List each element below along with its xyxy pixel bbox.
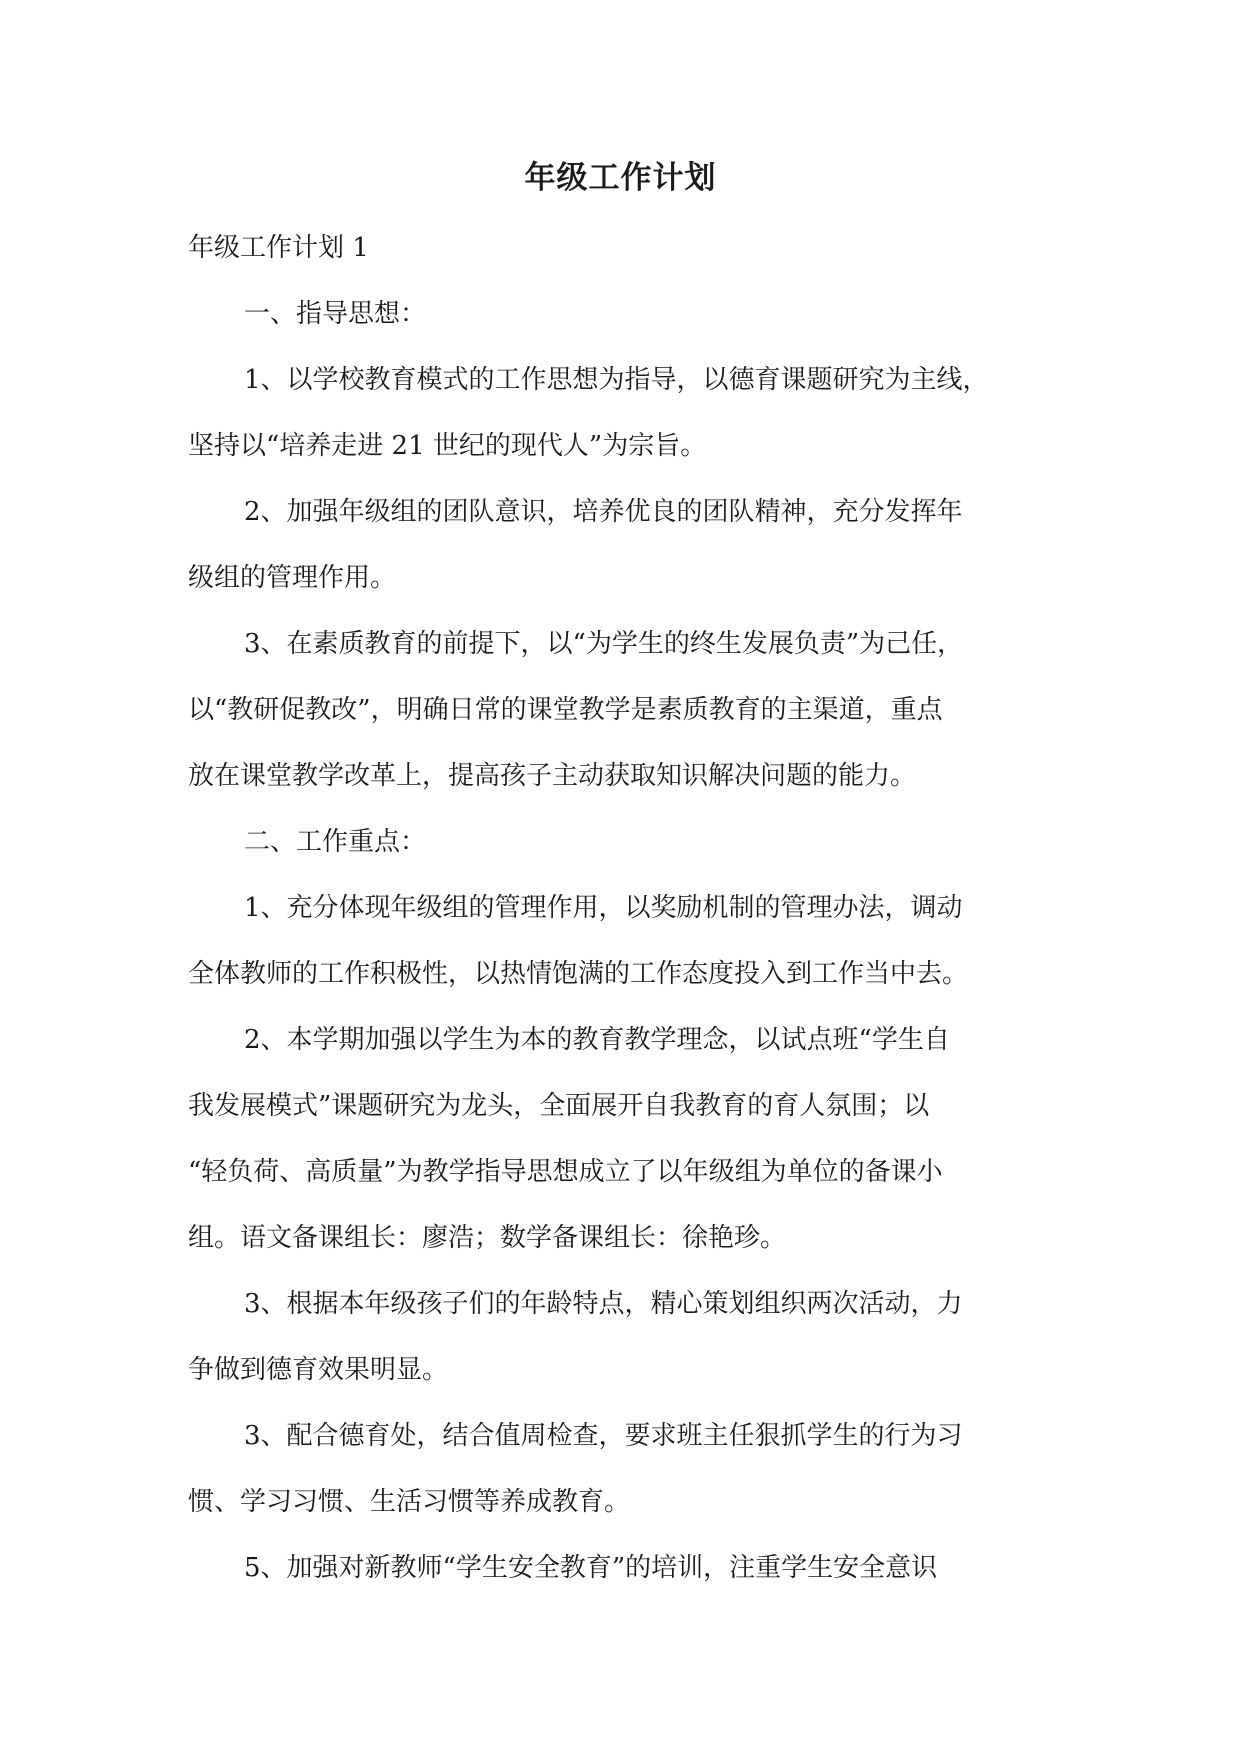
document-title: 年级工作计划 (524, 160, 717, 196)
paragraph-line: 1、以学校教育模式的工作思想为指导，以德育课题研究为主线， (244, 365, 989, 395)
paragraph-line: 全体教师的工作积极性，以热情饱满的工作态度投入到工作当中去。 (188, 959, 969, 989)
paragraph-line: 组。语文备课组长：廖浩；数学备课组长：徐艳珍。 (188, 1223, 787, 1253)
paragraph-line: 2、加强年级组的团队意识，培养优良的团队精神，充分发挥年 (244, 497, 963, 527)
paragraph-line: “轻负荷、高质量”为教学指导思想成立了以年级组为单位的备课小 (188, 1157, 943, 1187)
subsection-heading: 一、指导思想： (244, 299, 427, 329)
paragraph-line: 3、根据本年级孩子们的年龄特点，精心策划组织两次活动，力 (244, 1289, 963, 1319)
paragraph-line: 2、本学期加强以学生为本的教育教学理念，以试点班“学生自 (244, 1025, 950, 1055)
section-heading: 年级工作计划 1 (188, 233, 369, 263)
paragraph-line: 5、加强对新教师“学生安全教育”的培训，注重学生安全意识 (244, 1553, 938, 1583)
paragraph-line: 坚持以“培养走进 21 世纪的现代人”为宗旨。 (188, 431, 707, 461)
paragraph-line: 3、在素质教育的前提下，以“为学生的终生发展负责”为己任， (244, 629, 964, 659)
paragraph-line: 惯、学习习惯、生活习惯等养成教育。 (188, 1487, 631, 1517)
paragraph-line: 争做到德育效果明显。 (188, 1355, 449, 1385)
paragraph-line: 3、配合德育处，结合值周检查，要求班主任狠抓学生的行为习 (244, 1421, 963, 1451)
paragraph-line: 以“教研促教改”，明确日常的课堂教学是素质教育的主渠道，重点 (188, 695, 943, 725)
paragraph-line: 我发展模式”课题研究为龙头，全面展开自我教育的育人氛围；以 (188, 1091, 930, 1121)
subsection-heading: 二、工作重点： (244, 827, 427, 857)
paragraph-line: 1、充分体现年级组的管理作用，以奖励机制的管理办法，调动 (244, 893, 963, 923)
paragraph-line: 级组的管理作用。 (188, 563, 397, 593)
paragraph-line: 放在课堂教学改革上，提高孩子主动获取知识解决问题的能力。 (188, 761, 917, 791)
